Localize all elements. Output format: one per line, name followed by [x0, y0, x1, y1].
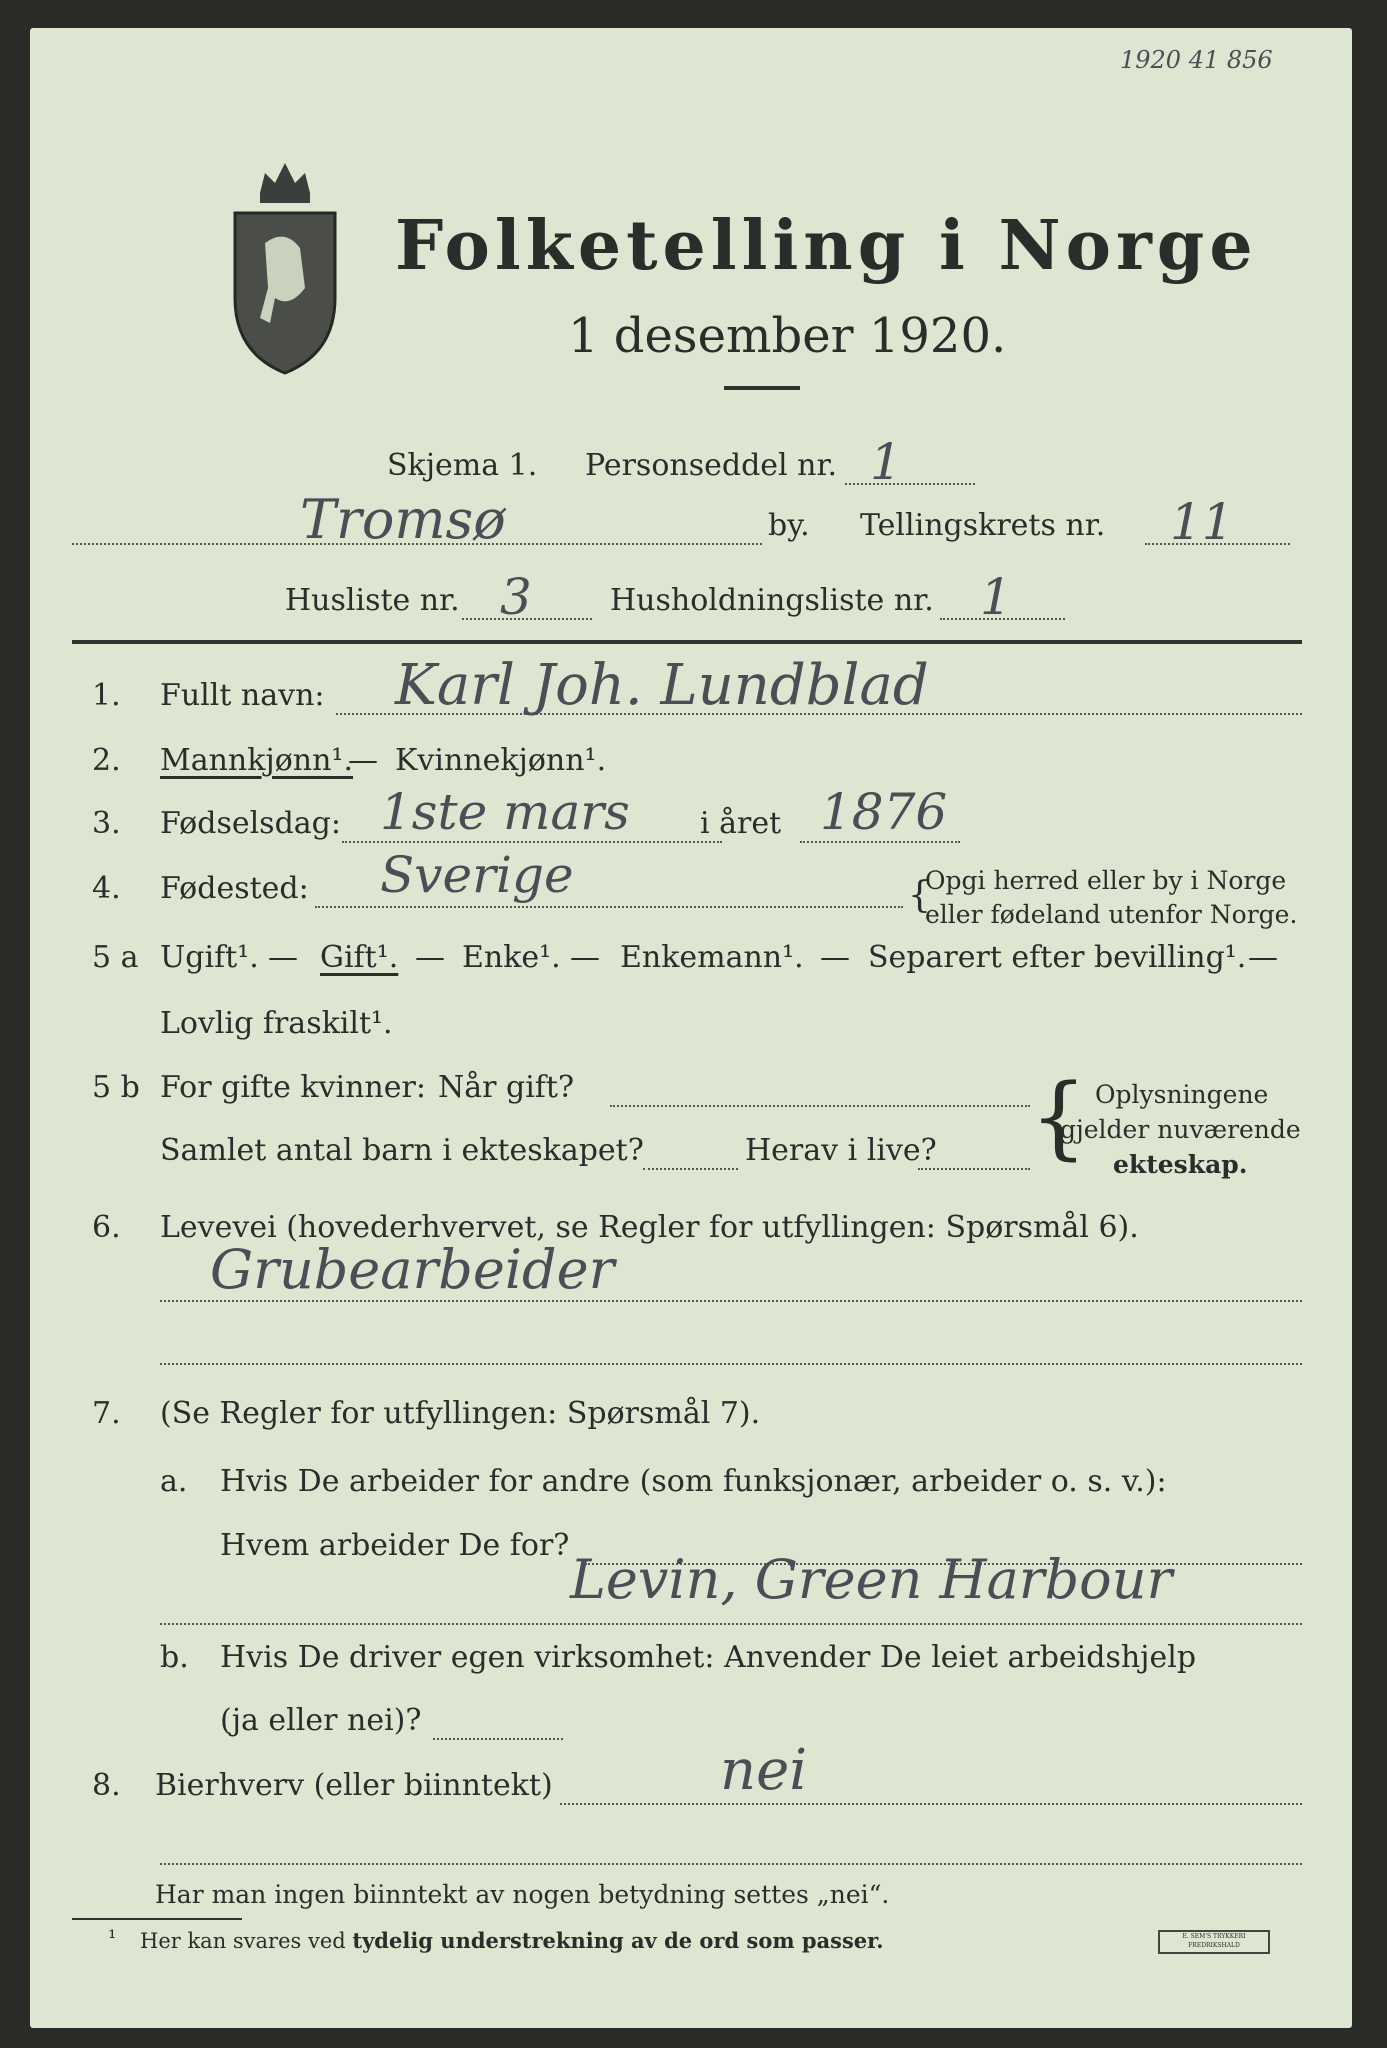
title-rule: [724, 386, 800, 390]
skjema-label: Skjema 1.: [387, 448, 538, 483]
q8-label: Bierhverv (eller biinntekt): [155, 1768, 553, 1803]
q5b-herav-line: [918, 1168, 1030, 1170]
husliste-label: Husliste nr.: [285, 583, 460, 618]
q5a-dash5: —: [1248, 940, 1278, 975]
personseddel-label: Personseddel nr.: [585, 448, 838, 483]
q4-line: [315, 906, 903, 908]
q4-label: Fødested:: [160, 871, 309, 906]
header-divider: [72, 640, 1302, 644]
q6-number: 6.: [92, 1210, 121, 1245]
q5a-dash1: —: [268, 940, 298, 975]
q5b-brace: {: [1030, 1065, 1088, 1170]
q5b-note2: gjelder nuværende: [1060, 1115, 1301, 1144]
q5b-number: 5 b: [92, 1070, 140, 1105]
q5a-number: 5 a: [92, 940, 139, 975]
q8-value: nei: [720, 1738, 808, 1803]
q5b-naar: Når gift?: [438, 1070, 575, 1105]
q2-number: 2.: [92, 743, 121, 778]
footnote-pre: Her kan svares ved: [140, 1929, 346, 1953]
q5a-dash3: —: [570, 940, 600, 975]
q7b-text: Hvis De driver egen virksomhet: Anvender De leiet arbeidshjelp: [220, 1640, 1197, 1675]
by-value: Tromsø: [300, 488, 506, 551]
q5b-samlet: Samlet antal barn i ekteskapet?: [160, 1133, 644, 1168]
tellingskrets-value: 11: [1170, 493, 1234, 551]
q7a-number: a.: [160, 1464, 188, 1499]
q5a-lovlig: Lovlig fraskilt¹.: [160, 1006, 393, 1041]
husholdning-value: 1: [980, 568, 1012, 626]
q4-note1: Opgi herred eller by i Norge: [925, 866, 1287, 895]
q5b-label: For gifte kvinner:: [160, 1070, 426, 1105]
q6-label: Levevei (hovederhvervet, se Regler for utfyllingen: Spørsmål 6).: [160, 1210, 1139, 1245]
q3-year: 1876: [820, 783, 948, 841]
q5a-enke: Enke¹.: [462, 940, 561, 975]
q7b-line: [433, 1738, 563, 1740]
q7a-question: Hvem arbeider De for?: [220, 1528, 570, 1563]
q5a-dash2: —: [415, 940, 445, 975]
q5a-dash4: —: [820, 940, 850, 975]
q3-number: 3.: [92, 806, 121, 841]
coat-of-arms-icon: [230, 148, 340, 378]
q8-number: 8.: [92, 1768, 121, 1803]
q5a-separert: Separert efter bevilling¹.: [868, 940, 1247, 975]
footnote-mark: ¹: [108, 1926, 117, 1950]
q3-year-line: [800, 841, 960, 843]
printer-stamp: E. SEM'S TRYKKERI FREDRIKSHALD: [1158, 1930, 1270, 1954]
note-nei: Har man ingen biinntekt av nogen betydning settes „nei“.: [155, 1880, 890, 1909]
q6-line2: [160, 1363, 1302, 1365]
q5a-gift: Gift¹.: [320, 940, 399, 975]
q7b-number: b.: [160, 1640, 189, 1675]
footnote-rule: [72, 1918, 242, 1920]
q3-day: 1ste mars: [380, 783, 630, 841]
q5b-herav: Herav i live?: [745, 1133, 937, 1168]
archive-note: 1920 41 856: [1120, 46, 1273, 74]
form-title: Folketelling i Norge: [395, 206, 1258, 286]
q4-note2: eller fødeland utenfor Norge.: [925, 900, 1298, 929]
q4-value: Sverige: [380, 846, 574, 904]
footnote-text: [140, 1928, 884, 1953]
q7-number: 7.: [92, 1396, 121, 1431]
q5b-note1: Oplysningene: [1095, 1080, 1269, 1109]
q3-day-line: [342, 841, 722, 843]
q4-number: 4.: [92, 871, 121, 906]
q5b-samlet-line: [643, 1168, 738, 1170]
q1-value: Karl Joh. Lundblad: [395, 653, 929, 718]
personseddel-value: 1: [870, 433, 902, 491]
q7a-line2: [160, 1623, 1302, 1625]
q7-label: (Se Regler for utfyllingen: Spørsmål 7).: [160, 1396, 761, 1431]
q1-number: 1.: [92, 678, 121, 713]
census-form: [30, 28, 1352, 2028]
q8-line1: [560, 1803, 1302, 1805]
q5a-enkemann: Enkemann¹.: [620, 940, 804, 975]
footnote-bold: tydelig understrekning av de ord som passer.: [352, 1928, 884, 1953]
q2-male: Mannkjønn¹.: [160, 743, 353, 778]
q5b-naar-line: [610, 1105, 1030, 1107]
q2-sep: —: [348, 743, 378, 778]
q3-label: Fødselsdag:: [160, 806, 341, 841]
q3-year-label: i året: [700, 806, 782, 841]
by-label: by.: [768, 508, 810, 543]
q5b-note3: ekteskap.: [1113, 1150, 1248, 1179]
q8-line2: [160, 1863, 1302, 1865]
q7b-question: (ja eller nei)?: [220, 1703, 422, 1738]
husholdning-label: Husholdningsliste nr.: [610, 583, 934, 618]
q6-value: Grubearbeider: [210, 1238, 615, 1301]
q5a-ugift: Ugift¹.: [160, 940, 259, 975]
q2-female: Kvinnekjønn¹.: [395, 743, 607, 778]
q1-label: Fullt navn:: [160, 678, 325, 713]
husliste-value: 3: [500, 568, 532, 626]
tellingskrets-label: Tellingskrets nr.: [860, 508, 1106, 543]
q7a-value: Levin, Green Harbour: [570, 1548, 1173, 1611]
personseddel-line: [845, 483, 975, 485]
census-date: 1 desember 1920.: [568, 308, 1007, 364]
q7a-text: Hvis De arbeider for andre (som funksjonær, arbeider o. s. v.):: [220, 1464, 1167, 1499]
q4-brace: {: [908, 875, 931, 916]
